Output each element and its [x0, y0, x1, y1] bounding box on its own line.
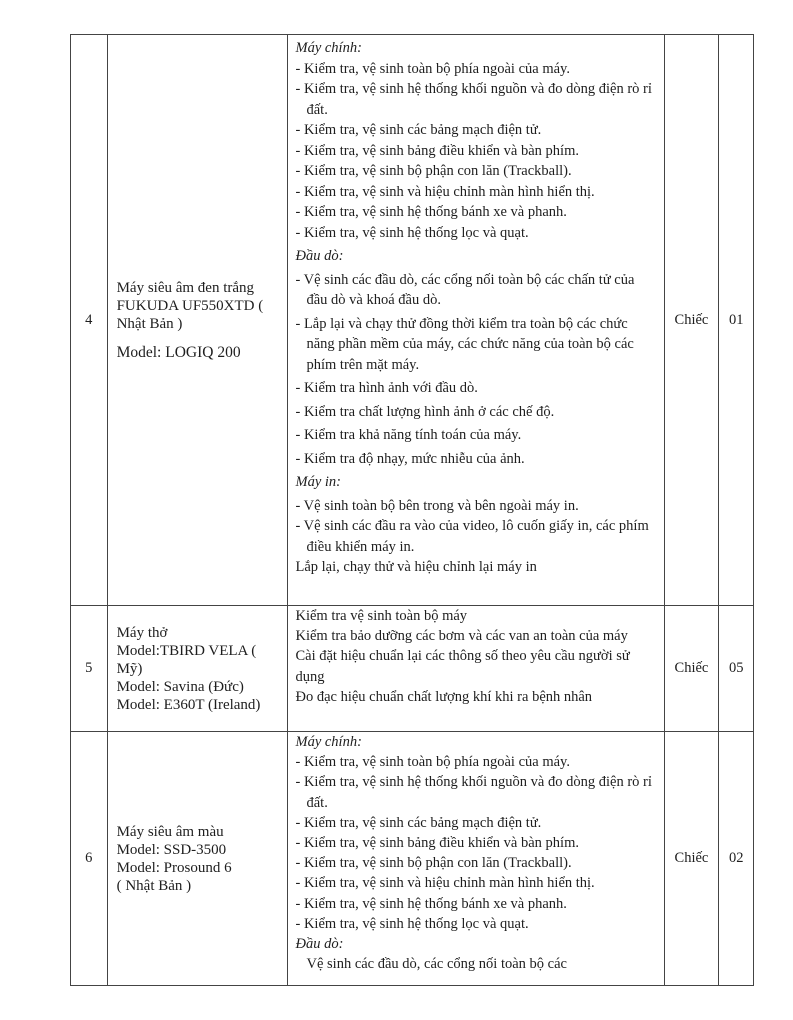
task-item: - Kiểm tra, vệ sinh và hiệu chỉnh màn hình hiển thị.	[295, 875, 595, 892]
section-heading: Máy in:	[295, 474, 341, 490]
quantity-cell: 02	[719, 732, 754, 986]
task-item: - Kiểm tra, vệ sinh toàn bộ phía ngoài của máy.	[295, 60, 570, 77]
quantity-cell: 01	[719, 35, 754, 606]
section-heading: Máy chính:	[295, 734, 362, 750]
task-item: - Kiểm tra, vệ sinh hệ thống lọc và quạt.	[295, 224, 529, 241]
device-name-cell	[107, 732, 288, 986]
task-item: - Kiểm tra, vệ sinh hệ thống khối nguồn và đo dòng điện rò rỉ đất.	[295, 81, 652, 118]
task-item: - Kiểm tra độ nhạy, mức nhiễu của ảnh.	[295, 450, 525, 467]
task-item: - Kiểm tra, vệ sinh hệ thống khối nguồn và đo dòng điện rò rỉ đất.	[295, 774, 652, 811]
task-item: Lắp lại, chạy thử và hiệu chỉnh lại máy in	[295, 559, 537, 575]
task-item: Vệ sinh các đầu dò, các cổng nối toàn bộ các	[306, 956, 567, 973]
maintenance-content-cell	[288, 732, 664, 986]
task-item: - Kiểm tra, vệ sinh bảng điều khiển và bàn phím.	[295, 142, 579, 159]
device-name-line: Model: SSD-3500	[116, 841, 227, 858]
table-row	[71, 606, 754, 732]
device-name-line: Model: Prosound 6	[116, 859, 232, 876]
section-heading: Máy chính:	[295, 40, 362, 56]
task-item: - Kiểm tra hình ảnh với đầu dò.	[295, 380, 478, 396]
task-item: - Vệ sinh toàn bộ bên trong và bên ngoài máy in.	[295, 497, 579, 514]
row-number: 5	[71, 606, 108, 732]
task-item: Cài đặt hiệu chuẩn lại các thông số theo yêu cầu người sử dụng	[295, 648, 630, 685]
task-item: - Lắp lại và chạy thử đồng thời kiểm tra toàn bộ các chức năng phần mềm của máy, các chức năng của toàn bộ các phím trên mặt máy.	[295, 315, 634, 373]
section-heading: Đầu dò:	[295, 936, 344, 953]
device-name-line: Máy siêu âm đen trắng	[116, 279, 255, 296]
device-name-line: Model:TBIRD VELA (	[116, 642, 257, 659]
unit-cell: Chiếc	[664, 35, 719, 606]
device-name-line: ( Nhật Bản )	[116, 877, 192, 894]
device-model: Model: LOGIQ 200	[116, 343, 241, 361]
device-name-line: Model: E360T (Ireland)	[116, 696, 261, 713]
unit-cell: Chiếc	[664, 606, 719, 732]
equipment-maintenance-table	[70, 34, 754, 986]
device-name-line: Máy siêu âm màu	[116, 823, 224, 840]
task-item: - Vệ sinh các đầu ra vào của video, lô cuốn giấy in, các phím điều khiển máy in.	[295, 518, 649, 555]
section-heading: Đầu dò:	[295, 248, 344, 264]
row-number: 4	[71, 35, 108, 606]
table-row	[71, 35, 754, 606]
device-name-line: FUKUDA UF550XTD (	[116, 297, 264, 314]
task-item: - Kiểm tra khả năng tính toán của máy.	[295, 427, 522, 443]
row-number: 6	[71, 732, 108, 986]
task-item: - Kiểm tra chất lượng hình ảnh ở các chế độ.	[295, 403, 555, 420]
device-name-cell	[107, 606, 288, 732]
table-row	[71, 732, 754, 986]
unit-cell: Chiếc	[664, 732, 719, 986]
task-item: - Kiểm tra, vệ sinh các bảng mạch điện tử.	[295, 814, 542, 831]
task-item: - Kiểm tra, vệ sinh toàn bộ phía ngoài của máy.	[295, 754, 570, 771]
maintenance-content-cell	[288, 606, 664, 732]
task-item: - Kiểm tra, vệ sinh hệ thống bánh xe và phanh.	[295, 204, 567, 220]
task-item: Kiểm tra vệ sinh toàn bộ máy	[295, 608, 468, 624]
device-name-cell	[107, 35, 288, 606]
task-item: - Vệ sinh các đầu dò, các cổng nối toàn bộ các chấn tử của đầu dò và khoá đầu dò.	[295, 271, 635, 308]
device-name-line: Mỹ)	[116, 660, 143, 677]
maintenance-content-cell	[288, 35, 664, 606]
device-name-line: Nhật Bản )	[116, 315, 183, 332]
task-item: - Kiểm tra, vệ sinh các bảng mạch điện tử.	[295, 122, 542, 138]
device-name-line: Máy thở	[116, 624, 168, 641]
task-item: - Kiểm tra, vệ sinh hệ thống bánh xe và phanh.	[295, 895, 567, 912]
task-item: - Kiểm tra, vệ sinh bộ phận con lăn (Trackball).	[295, 163, 572, 179]
task-item: Đo đạc hiệu chuẩn chất lượng khí khi ra bệnh nhân	[295, 688, 593, 705]
task-item: Kiểm tra bảo dưỡng các bơm và các van an toàn của máy	[295, 628, 628, 645]
task-item: - Kiểm tra, vệ sinh bộ phận con lăn (Trackball).	[295, 855, 572, 872]
task-item: - Kiểm tra, vệ sinh bảng điều khiển và bàn phím.	[295, 835, 579, 852]
device-name-line: Model: Savina (Đức)	[116, 678, 244, 695]
task-item: - Kiểm tra, vệ sinh và hiệu chỉnh màn hình hiển thị.	[295, 183, 595, 200]
quantity-cell: 05	[719, 606, 754, 732]
task-item: - Kiểm tra, vệ sinh hệ thống lọc và quạt.	[295, 915, 529, 932]
